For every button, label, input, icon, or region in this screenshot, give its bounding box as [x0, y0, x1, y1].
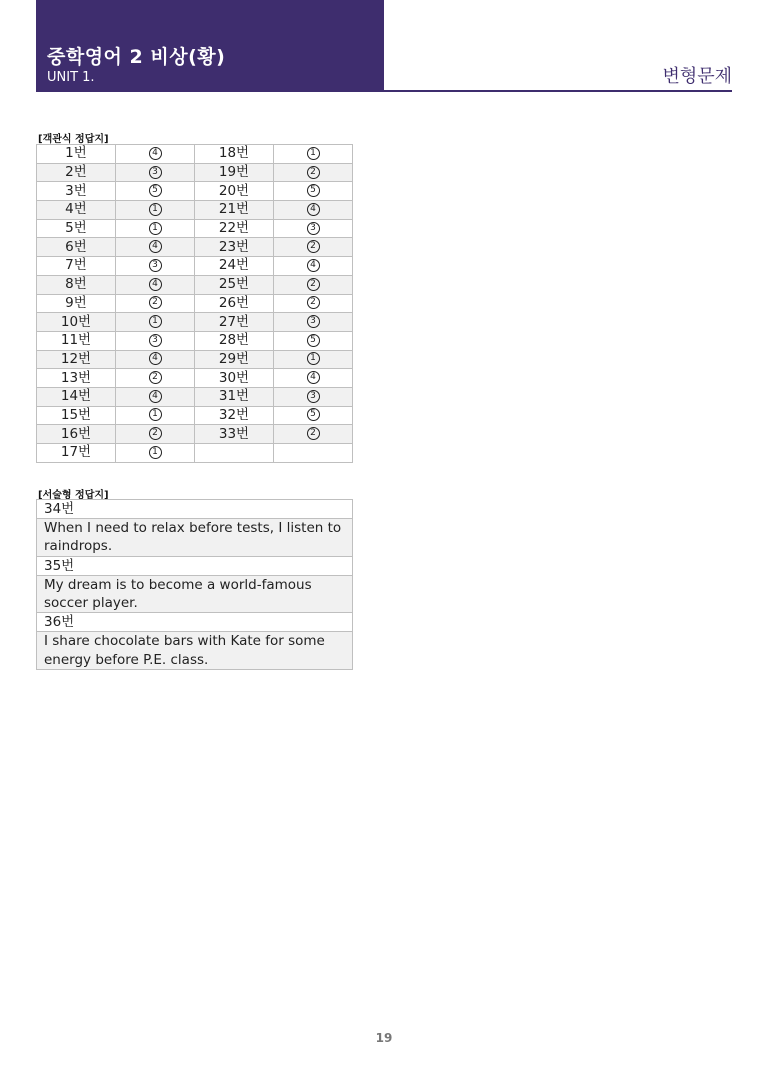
question-number-cell	[37, 182, 116, 201]
table-row	[37, 500, 353, 519]
answer-choice: 5	[307, 408, 320, 421]
question-number-cell	[195, 238, 274, 257]
question-number-cell	[195, 425, 274, 444]
question-number: 21번	[218, 201, 250, 218]
answer-choice: 3	[307, 222, 320, 235]
question-number-cell	[37, 257, 116, 276]
mcq-section-label: [객관식 정답지]	[38, 134, 109, 145]
written-answer: My dream is to become a world-famous soccer player.	[37, 575, 353, 612]
question-number-cell	[37, 331, 116, 350]
answer-choice-cell	[116, 425, 195, 444]
answer-choice: 4	[149, 352, 162, 365]
question-number-cell	[37, 350, 116, 369]
question-number: 25번	[218, 276, 250, 293]
table-row	[37, 613, 353, 632]
answer-choice-cell	[274, 313, 353, 332]
answer-choice-cell	[274, 294, 353, 313]
question-number-cell	[195, 145, 274, 164]
answer-choice: 4	[149, 278, 162, 291]
question-number-cell	[195, 387, 274, 406]
answer-choice: 3	[149, 259, 162, 272]
answer-choice: 4	[307, 259, 320, 272]
question-number-cell	[37, 145, 116, 164]
answer-choice-cell	[274, 163, 353, 182]
unit-label: UNIT 1.	[47, 70, 95, 85]
answer-choice-cell	[274, 257, 353, 276]
document-type-label: 변형문제	[662, 66, 732, 87]
table-row	[37, 406, 353, 425]
answer-choice: 2	[307, 166, 320, 179]
question-number: 18번	[218, 145, 250, 162]
answer-choice-cell	[274, 275, 353, 294]
question-number-cell	[37, 219, 116, 238]
answer-choice-cell	[274, 219, 353, 238]
question-number-cell	[195, 257, 274, 276]
question-number-cell	[37, 275, 116, 294]
table-row	[37, 201, 353, 220]
page-number: 19	[375, 1031, 393, 1045]
answer-choice: 5	[149, 184, 162, 197]
question-number-cell	[195, 182, 274, 201]
answer-choice-cell	[274, 387, 353, 406]
answer-choice-cell	[274, 238, 353, 257]
question-number: 6번	[65, 238, 87, 255]
question-number: 8번	[65, 276, 87, 293]
answer-choice: 3	[307, 390, 320, 403]
table-row	[37, 425, 353, 444]
question-number-cell	[37, 313, 116, 332]
question-number: 36번	[37, 613, 353, 632]
question-number-cell	[37, 163, 116, 182]
written-answer: I share chocolate bars with Kate for some energy before P.E. class.	[37, 632, 353, 669]
answer-choice: 2	[307, 240, 320, 253]
answer-choice: 3	[149, 334, 162, 347]
answer-choice-cell	[274, 182, 353, 201]
question-number: 24번	[218, 257, 250, 274]
table-row	[37, 444, 353, 463]
table-row	[37, 257, 353, 276]
answer-choice-cell	[116, 201, 195, 220]
question-number: 16번	[60, 425, 92, 442]
answer-choice-cell	[116, 182, 195, 201]
question-number: 2번	[65, 164, 87, 181]
table-row	[37, 556, 353, 575]
answer-choice: 5	[307, 184, 320, 197]
question-number: 17번	[60, 444, 92, 461]
answer-choice-cell	[274, 406, 353, 425]
answer-choice-cell	[116, 313, 195, 332]
table-row	[37, 632, 353, 669]
question-number-cell	[195, 294, 274, 313]
answer-choice: 5	[307, 334, 320, 347]
question-number-cell	[195, 275, 274, 294]
question-number: 3번	[65, 182, 87, 199]
question-number-cell	[195, 331, 274, 350]
question-number-cell	[195, 219, 274, 238]
question-number: 1번	[65, 145, 87, 162]
answer-choice: 1	[149, 203, 162, 216]
answer-choice-cell	[274, 425, 353, 444]
document-title: 중학영어 2 비상(황)	[47, 46, 226, 68]
answer-choice-cell	[274, 444, 353, 463]
answer-choice: 4	[149, 240, 162, 253]
answer-choice: 4	[307, 371, 320, 384]
answer-choice: 2	[149, 296, 162, 309]
answer-choice-cell	[274, 331, 353, 350]
question-number-cell	[37, 425, 116, 444]
answer-choice: 2	[149, 427, 162, 440]
question-number-cell	[195, 201, 274, 220]
answer-choice: 4	[149, 147, 162, 160]
question-number-cell	[37, 294, 116, 313]
question-number: 13번	[60, 369, 92, 386]
answer-choice-cell	[116, 257, 195, 276]
question-number-cell	[37, 238, 116, 257]
answer-choice-cell	[116, 331, 195, 350]
question-number: 20번	[218, 182, 250, 199]
question-number: 9번	[65, 294, 87, 311]
answer-choice: 3	[307, 315, 320, 328]
question-number-cell	[195, 163, 274, 182]
question-number: 23번	[218, 238, 250, 255]
answer-choice: 2	[307, 296, 320, 309]
table-row	[37, 238, 353, 257]
question-number: 30번	[218, 369, 250, 386]
question-number: 14번	[60, 388, 92, 405]
answer-choice-cell	[116, 145, 195, 164]
question-number: 34번	[37, 500, 353, 519]
answer-choice: 2	[307, 278, 320, 291]
answer-choice: 2	[307, 427, 320, 440]
question-number-cell	[37, 387, 116, 406]
question-number-cell	[195, 369, 274, 388]
question-number-cell	[37, 444, 116, 463]
question-number-cell	[195, 313, 274, 332]
answer-choice: 4	[149, 390, 162, 403]
table-row	[37, 145, 353, 164]
question-number: 28번	[218, 332, 250, 349]
answer-choice: 1	[149, 315, 162, 328]
question-number: 27번	[218, 313, 250, 330]
question-number: 26번	[218, 294, 250, 311]
table-row	[37, 331, 353, 350]
question-number: 7번	[65, 257, 87, 274]
question-number: 32번	[218, 406, 250, 423]
answer-choice-cell	[274, 369, 353, 388]
table-row	[37, 575, 353, 612]
question-number: 4번	[65, 201, 87, 218]
answer-choice: 1	[307, 147, 320, 160]
question-number-cell	[37, 406, 116, 425]
table-row	[37, 163, 353, 182]
question-number-cell	[37, 201, 116, 220]
written-section-label: [서술형 정답지]	[38, 490, 109, 501]
question-number: 11번	[60, 332, 92, 349]
answer-choice: 1	[149, 446, 162, 459]
table-row	[37, 519, 353, 556]
answer-choice-cell	[116, 406, 195, 425]
written-answer: When I need to relax before tests, I listen to raindrops.	[37, 519, 353, 556]
table-row	[37, 294, 353, 313]
answer-choice-cell	[116, 163, 195, 182]
table-row	[37, 219, 353, 238]
answer-choice-cell	[116, 369, 195, 388]
table-row	[37, 182, 353, 201]
answer-choice: 1	[149, 408, 162, 421]
question-number: 35번	[37, 556, 353, 575]
answer-choice: 1	[149, 222, 162, 235]
question-number: 22번	[218, 220, 250, 237]
header-banner	[36, 0, 384, 92]
question-number-cell	[195, 350, 274, 369]
question-number: 33번	[218, 425, 250, 442]
table-row	[37, 275, 353, 294]
table-row	[37, 369, 353, 388]
answer-choice-cell	[116, 444, 195, 463]
table-row	[37, 350, 353, 369]
question-number: 5번	[65, 220, 87, 237]
question-number: 15번	[60, 406, 92, 423]
answer-choice: 3	[149, 166, 162, 179]
question-number-cell	[195, 406, 274, 425]
answer-choice-cell	[274, 145, 353, 164]
answer-choice-cell	[116, 238, 195, 257]
header-rule	[384, 90, 732, 92]
answer-choice-cell	[116, 350, 195, 369]
mcq-answer-table	[36, 144, 353, 463]
question-number: 31번	[218, 388, 250, 405]
question-number: 12번	[60, 350, 92, 367]
answer-choice-cell	[116, 294, 195, 313]
table-row	[37, 313, 353, 332]
written-answer-table	[36, 499, 353, 670]
answer-choice-cell	[116, 219, 195, 238]
table-row	[37, 387, 353, 406]
answer-choice-cell	[274, 350, 353, 369]
answer-choice-cell	[116, 387, 195, 406]
answer-choice: 4	[307, 203, 320, 216]
answer-choice-cell	[116, 275, 195, 294]
answer-choice-cell	[274, 201, 353, 220]
question-number: 10번	[60, 313, 92, 330]
answer-choice: 2	[149, 371, 162, 384]
answer-choice: 1	[307, 352, 320, 365]
question-number: 19번	[218, 164, 250, 181]
question-number: 29번	[218, 350, 250, 367]
question-number-cell	[37, 369, 116, 388]
question-number-cell	[195, 444, 274, 463]
